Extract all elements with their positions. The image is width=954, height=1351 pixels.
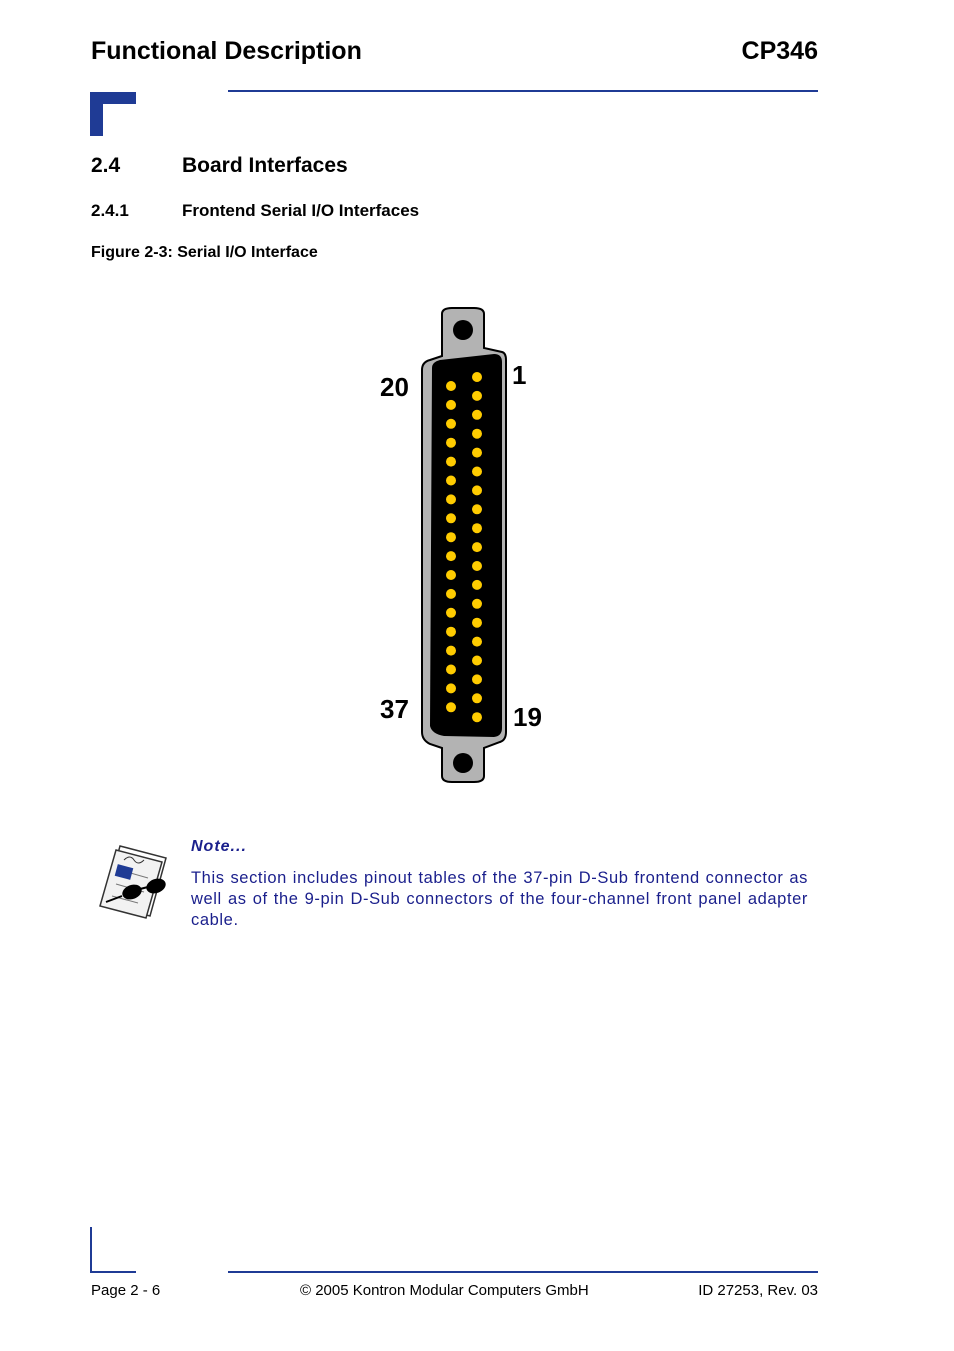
subsection-number: 2.4.1 xyxy=(91,201,129,220)
pin-16 xyxy=(472,656,482,666)
note-glasses-icon xyxy=(98,840,176,920)
pin-35 xyxy=(446,665,456,675)
footer-rule xyxy=(228,1271,818,1273)
pin-32 xyxy=(446,608,456,618)
pin-24 xyxy=(446,457,456,467)
pin-label-37: 37 xyxy=(380,694,409,724)
note-text: This section includes pinout tables of the 37-pin D-Sub frontend connector as well as of the 9-pin D-Sub connectors of the four-channel front panel adapter cable. xyxy=(191,869,808,929)
pin-31 xyxy=(446,589,456,599)
header-title: Functional Description xyxy=(91,37,362,65)
pin-37 xyxy=(446,702,456,712)
pin-27 xyxy=(446,513,456,523)
pin-17 xyxy=(472,674,482,684)
section-title: Board Interfaces xyxy=(182,154,348,177)
pin-30 xyxy=(446,570,456,580)
pin-20 xyxy=(446,381,456,391)
footer-doc-id: ID 27253, Rev. 03 xyxy=(698,1282,818,1299)
pin-8 xyxy=(472,504,482,514)
pin-label-19: 19 xyxy=(513,702,542,732)
pin-22 xyxy=(446,419,456,429)
note-heading: Note... xyxy=(191,838,247,855)
pin-10 xyxy=(472,542,482,552)
pin-14 xyxy=(472,618,482,628)
dsub37-connector-figure xyxy=(360,300,580,790)
pin-7 xyxy=(472,485,482,495)
pin-1 xyxy=(472,372,482,382)
pin-2 xyxy=(472,391,482,401)
pin-18 xyxy=(472,693,482,703)
pin-34 xyxy=(446,646,456,656)
section-number: 2.4 xyxy=(91,154,121,177)
pin-36 xyxy=(446,683,456,693)
figure-caption: Figure 2-3: Serial I/O Interface xyxy=(91,244,318,261)
pin-9 xyxy=(472,523,482,533)
footer-copyright: © 2005 Kontron Modular Computers GmbH xyxy=(300,1282,589,1299)
header-product: CP346 xyxy=(741,37,818,65)
footer-page-number: Page 2 - 6 xyxy=(91,1282,161,1299)
pin-4 xyxy=(472,429,482,439)
pin-29 xyxy=(446,551,456,561)
header-corner-mark xyxy=(90,92,136,136)
pin-12 xyxy=(472,580,482,590)
subsection-title: Frontend Serial I/O Interfaces xyxy=(182,201,420,220)
pin-15 xyxy=(472,637,482,647)
header-rule xyxy=(228,90,818,92)
pin-25 xyxy=(446,476,456,486)
pin-13 xyxy=(472,599,482,609)
pin-6 xyxy=(472,467,482,477)
pin-11 xyxy=(472,561,482,571)
connector-face xyxy=(430,354,502,737)
pin-19 xyxy=(472,712,482,722)
pin-5 xyxy=(472,448,482,458)
pin-28 xyxy=(446,532,456,542)
pin-23 xyxy=(446,438,456,448)
pin-3 xyxy=(472,410,482,420)
pin-33 xyxy=(446,627,456,637)
mounting-hole-bottom xyxy=(453,753,473,773)
pin-21 xyxy=(446,400,456,410)
mounting-hole-top xyxy=(453,320,473,340)
pin-label-1: 1 xyxy=(512,360,527,390)
footer-corner-mark xyxy=(90,1227,136,1273)
pin-label-20: 20 xyxy=(380,372,409,402)
pin-26 xyxy=(446,494,456,504)
